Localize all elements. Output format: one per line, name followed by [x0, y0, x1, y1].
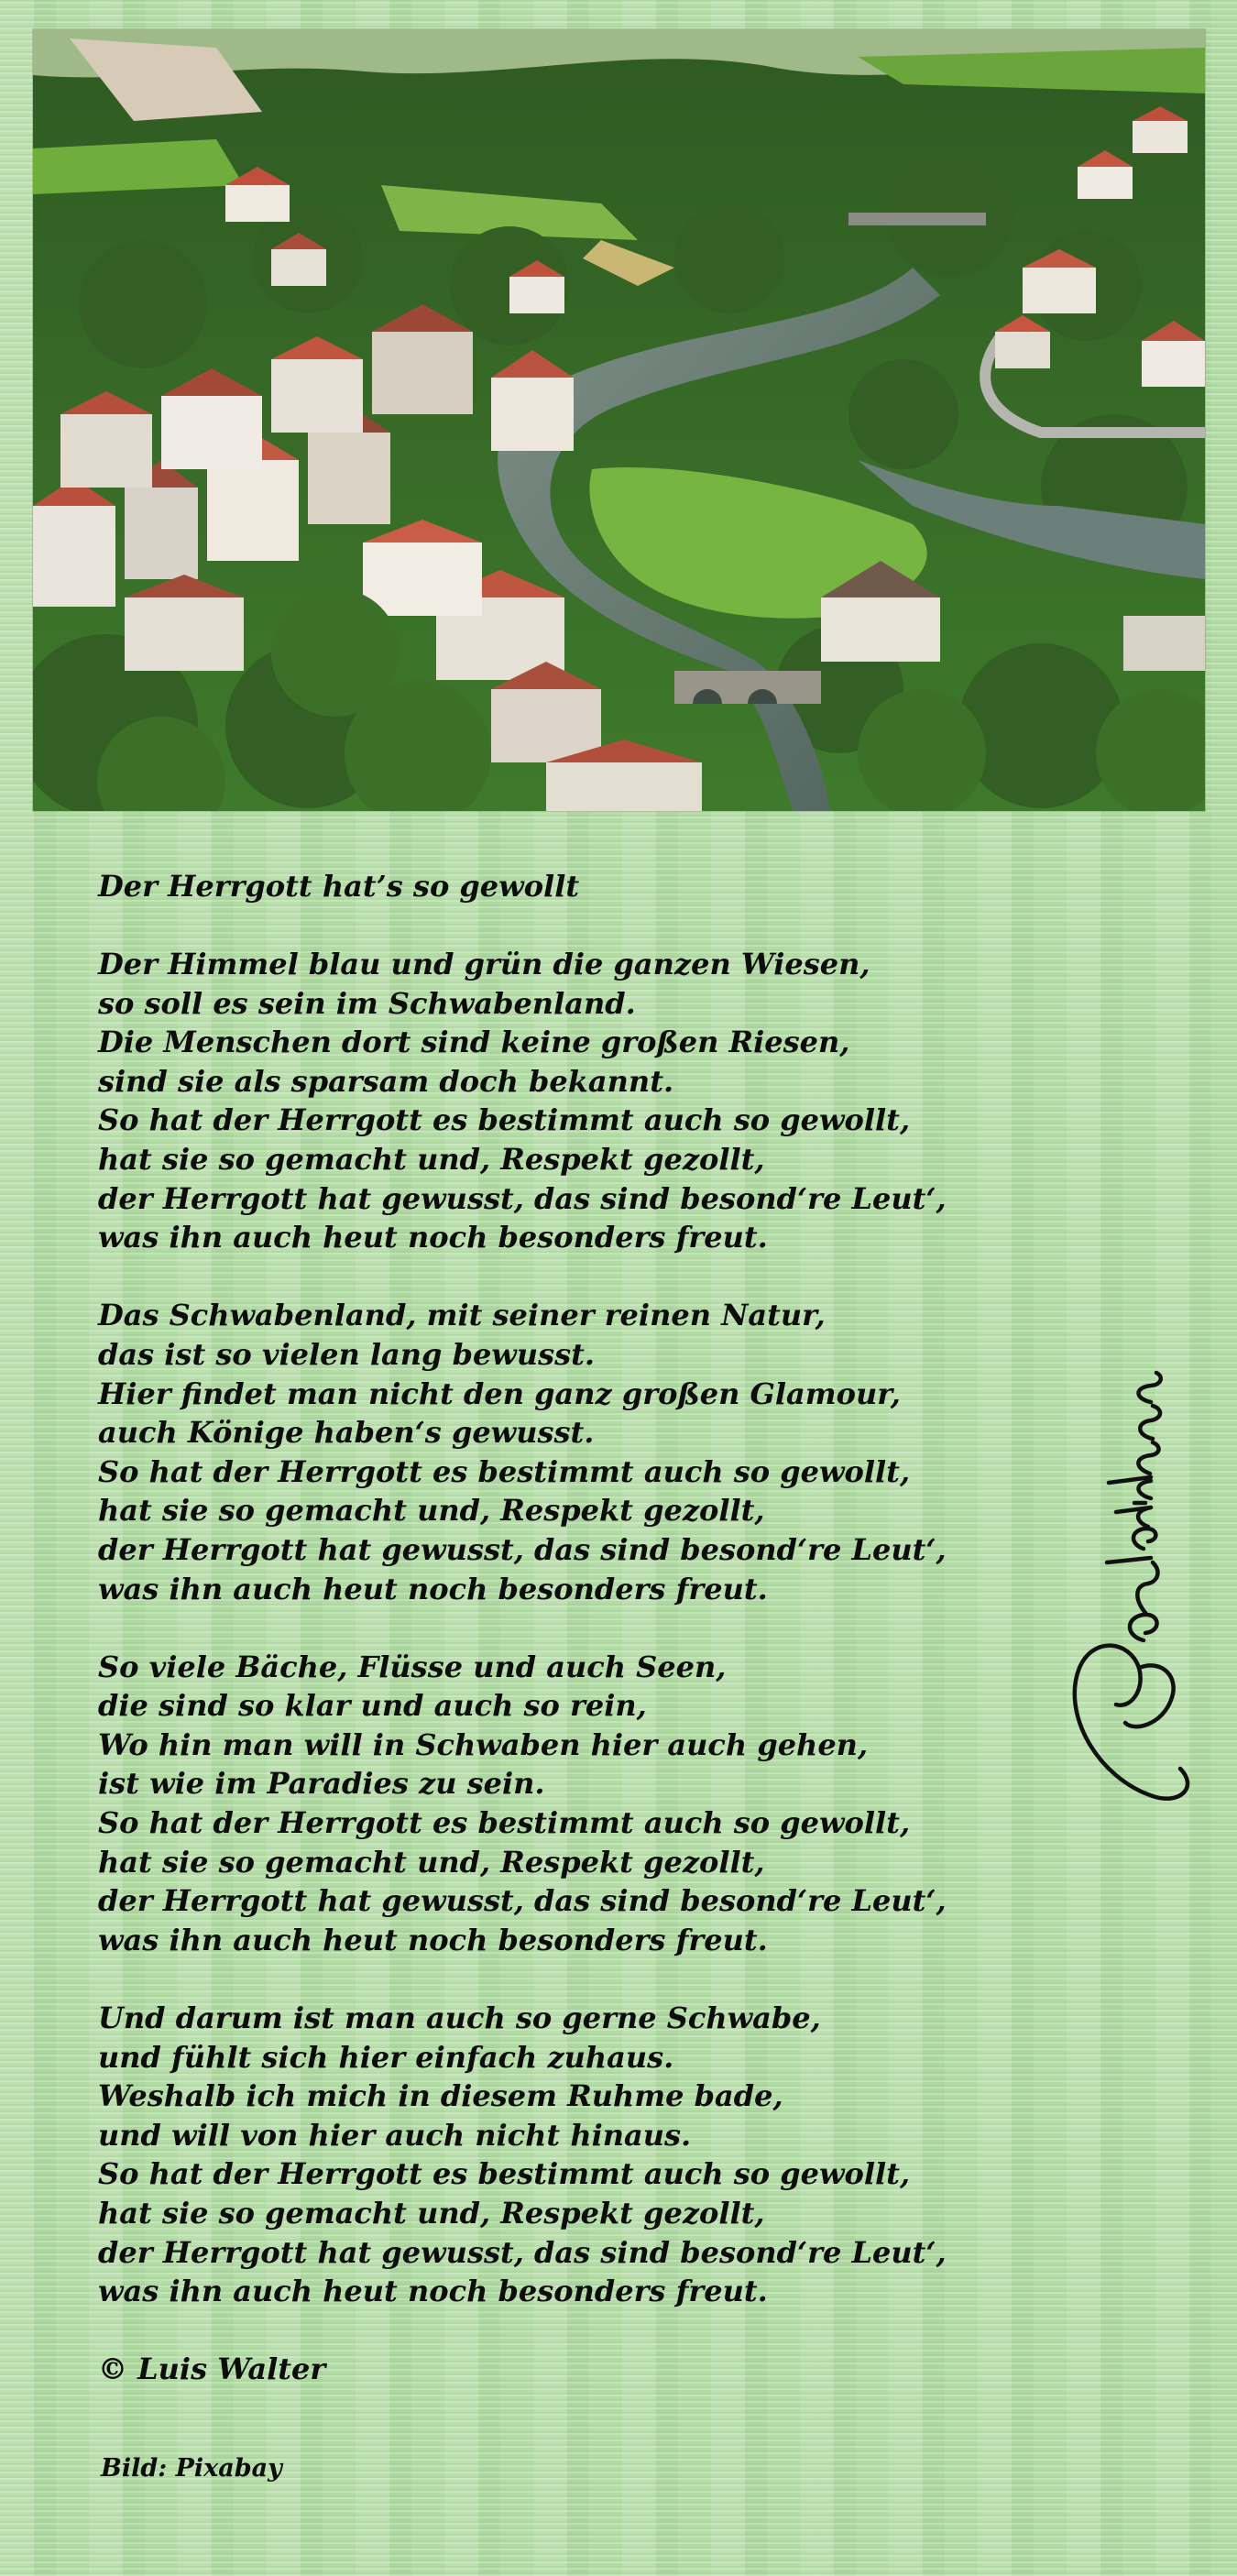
- poem-stanza: [98, 945, 1033, 1257]
- poem-line: was ihn auch heut noch besonders freut.: [98, 1571, 768, 1606]
- poem-line: Weshalb ich mich in diesem Ruhme bade,: [98, 2078, 783, 2114]
- poem-line: was ihn auch heut noch besonders freut.: [98, 1922, 768, 1957]
- poem-line: Hier findet man nicht den ganz großen Glamour,: [98, 1376, 901, 1411]
- poem-line: So hat der Herrgott es bestimmt auch so gewollt,: [98, 1453, 911, 1489]
- poem-line: Wo hin man will in Schwaben hier auch gehen,: [98, 1726, 869, 1762]
- poem-line: So hat der Herrgott es bestimmt auch so gewollt,: [98, 2156, 911, 2192]
- poem-line: hat sie so gemacht und, Respekt gezollt,: [98, 1141, 765, 1177]
- poem-stanza: [98, 1999, 1033, 2311]
- poem: [98, 867, 1033, 2389]
- poem-line: hat sie so gemacht und, Respekt gezollt,: [98, 1844, 765, 1880]
- header-photo: [33, 29, 1205, 811]
- poem-line: ist wie im Paradies zu sein.: [98, 1766, 545, 1802]
- poem-line: hat sie so gemacht und, Respekt gezollt,: [98, 1493, 765, 1529]
- poem-line: der Herrgott hat gewusst, das sind besond‘re Leut‘,: [98, 2234, 947, 2270]
- poem-line: was ihn auch heut noch besonders freut.: [98, 2274, 768, 2309]
- poem-line: hat sie so gemacht und, Respekt gezollt,: [98, 2196, 765, 2231]
- landscape-photo-icon: [33, 29, 1205, 811]
- poem-line: So viele Bäche, Flüsse und auch Seen,: [98, 1649, 727, 1684]
- poem-line: und will von hier auch nicht hinaus.: [98, 2117, 692, 2153]
- poem-line: So hat der Herrgott es bestimmt auch so gewollt,: [98, 1102, 911, 1138]
- copyright-author: © Luis Walter: [98, 2351, 326, 2387]
- poem-title: Der Herrgott hat’s so gewollt: [98, 869, 580, 904]
- poem-stanza: [98, 1648, 1033, 1960]
- poem-line: So hat der Herrgott es bestimmt auch so gewollt,: [98, 1805, 911, 1841]
- poem-line: die sind so klar und auch so rein,: [98, 1688, 647, 1724]
- image-credit: Bild: Pixabay: [101, 2454, 282, 2483]
- signature-logo-icon: [1043, 1365, 1208, 1805]
- poem-line: Das Schwabenland, mit seiner reinen Natur,: [98, 1298, 826, 1333]
- poem-line: Die Menschen dort sind keine großen Riesen,: [98, 1025, 850, 1060]
- poem-line: der Herrgott hat gewusst, das sind besond‘re Leut‘,: [98, 1180, 947, 1216]
- poem-stanza: [98, 1296, 1033, 1608]
- poem-line: das ist so vielen lang bewusst.: [98, 1336, 596, 1372]
- poem-line: der Herrgott hat gewusst, das sind besond‘re Leut‘,: [98, 1531, 947, 1567]
- poem-line: Und darum ist man auch so gerne Schwabe,: [98, 2001, 821, 2036]
- poem-line: so soll es sein im Schwabenland.: [98, 985, 636, 1021]
- poem-line: und fühlt sich hier einfach zuhaus.: [98, 2039, 674, 2075]
- poem-line: sind sie als sparsam doch bekannt.: [98, 1063, 674, 1099]
- signature-logo-icon: [1043, 1365, 1208, 1805]
- poem-line: auch Könige haben‘s gewusst.: [98, 1415, 595, 1451]
- poem-line: der Herrgott hat gewusst, das sind besond‘re Leut‘,: [98, 1883, 947, 1919]
- poem-line: Der Himmel blau und grün die ganzen Wiesen,: [98, 947, 870, 981]
- poem-line: was ihn auch heut noch besonders freut.: [98, 1220, 768, 1255]
